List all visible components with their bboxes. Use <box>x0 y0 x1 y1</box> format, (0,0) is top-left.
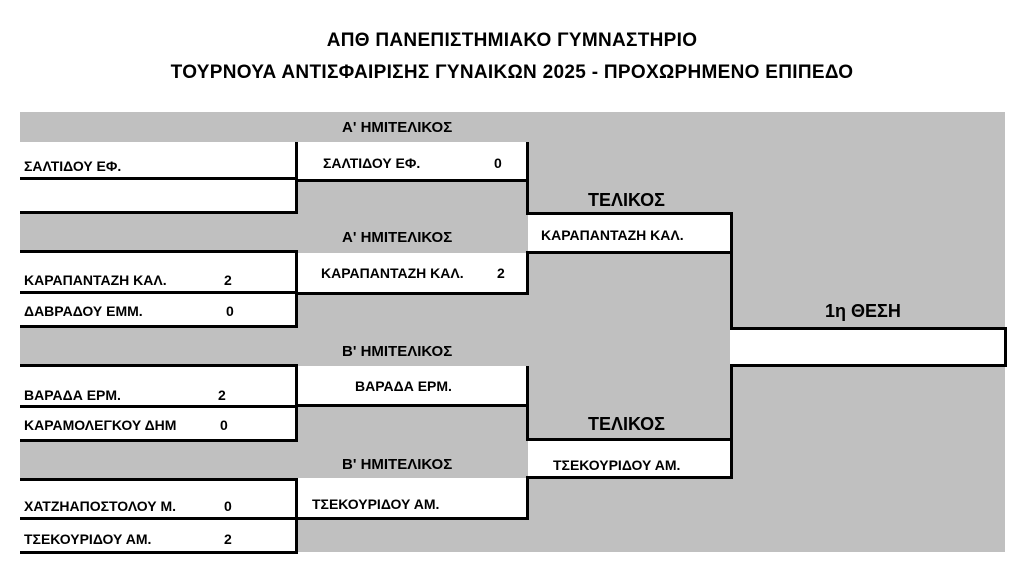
semifinal-label-1: Α' ΗΜΙΤΕΛΙΚΟΣ <box>342 119 453 136</box>
round1-slot-6 <box>20 408 298 442</box>
connector-line <box>526 179 529 215</box>
connector-line <box>526 476 529 520</box>
winner-label: 1η ΘΕΣΗ <box>825 301 901 321</box>
semifinal-slot-3 <box>298 366 529 407</box>
player-name: ΒΑΡΑΔΑ ΕΡΜ. <box>355 378 452 394</box>
player-name: ΣΑΛΤΙΔΟΥ ΕΦ. <box>24 158 122 174</box>
player-name: ΤΣΕΚΟΥΡΙΔΟΥ ΑΜ. <box>312 496 440 512</box>
player-name: ΣΑΛΤΙΔΟΥ ΕΦ. <box>323 155 421 171</box>
final-label-1: ΤΕΛΙΚΟΣ <box>588 190 665 210</box>
round1-slot-7 <box>20 478 298 520</box>
player-name: ΔΑΒΡΑΔΟΥ ΕΜΜ. <box>24 303 143 319</box>
round1-slot-1 <box>20 142 298 180</box>
player-name: ΒΑΡΑΔΑ ΕΡΜ. <box>24 387 121 403</box>
round1-slot-2 <box>20 180 298 214</box>
player-name: ΤΣΕΚΟΥΡΙΔΟΥ ΑΜ. <box>553 457 681 473</box>
player-score: 2 <box>224 531 232 547</box>
semifinal-slot-4 <box>298 478 529 520</box>
player-score: 0 <box>224 498 232 514</box>
page-subtitle: ΤΟΥΡΝΟΥΑ ΑΝΤΙΣΦΑΙΡΙΣΗΣ ΓΥΝΑΙΚΩΝ 2025 - ΠΡΟΧΩΡΗΜΕΝΟ ΕΠΙΠΕΔΟ <box>170 62 854 83</box>
connector-line <box>730 251 733 330</box>
player-name: ΤΣΕΚΟΥΡΙΔΟΥ ΑΜ. <box>24 531 152 547</box>
semifinal-slot-1 <box>298 142 529 182</box>
player-score: 0 <box>494 155 502 171</box>
player-name: ΚΑΡΑΜΟΛΕΓΚΟΥ ΔΗΜ <box>24 417 177 433</box>
player-name: ΚΑΡΑΠΑΝΤΑΖΗ ΚΑΛ. <box>321 265 464 281</box>
player-score: 0 <box>226 303 234 319</box>
player-score: 2 <box>497 265 505 281</box>
round1-slot-3 <box>20 250 298 294</box>
final-label-2: ΤΕΛΙΚΟΣ <box>588 414 665 434</box>
connector-line <box>730 363 733 441</box>
round1-slot-8 <box>20 520 298 554</box>
connector-line <box>526 251 529 295</box>
final-slot-2 <box>528 438 733 479</box>
round1-slot-4 <box>20 294 298 328</box>
connector-line <box>526 404 529 441</box>
player-name: ΚΑΡΑΠΑΝΤΑΖΗ ΚΑΛ. <box>541 227 684 243</box>
semifinal-label-2: Α' ΗΜΙΤΕΛΙΚΟΣ <box>342 229 453 246</box>
player-score: 2 <box>218 387 226 403</box>
winner-slot <box>730 327 1007 367</box>
semifinal-label-4: Β' ΗΜΙΤΕΛΙΚΟΣ <box>342 456 453 473</box>
player-score: 0 <box>220 417 228 433</box>
final-slot-1 <box>528 212 733 254</box>
round1-slot-5 <box>20 364 298 408</box>
page-title: ΑΠΘ ΠΑΝΕΠΙΣΤΗΜΙΑΚΟ ΓΥΜΝΑΣΤΗΡΙΟ <box>326 30 698 51</box>
semifinal-label-3: Β' ΗΜΙΤΕΛΙΚΟΣ <box>342 343 453 360</box>
player-name: ΧΑΤΖΗΑΠΟΣΤΟΛΟΥ Μ. <box>24 498 177 514</box>
player-name: ΚΑΡΑΠΑΝΤΑΖΗ ΚΑΛ. <box>24 272 167 288</box>
semifinal-slot-2 <box>298 253 529 295</box>
player-score: 2 <box>224 272 232 288</box>
